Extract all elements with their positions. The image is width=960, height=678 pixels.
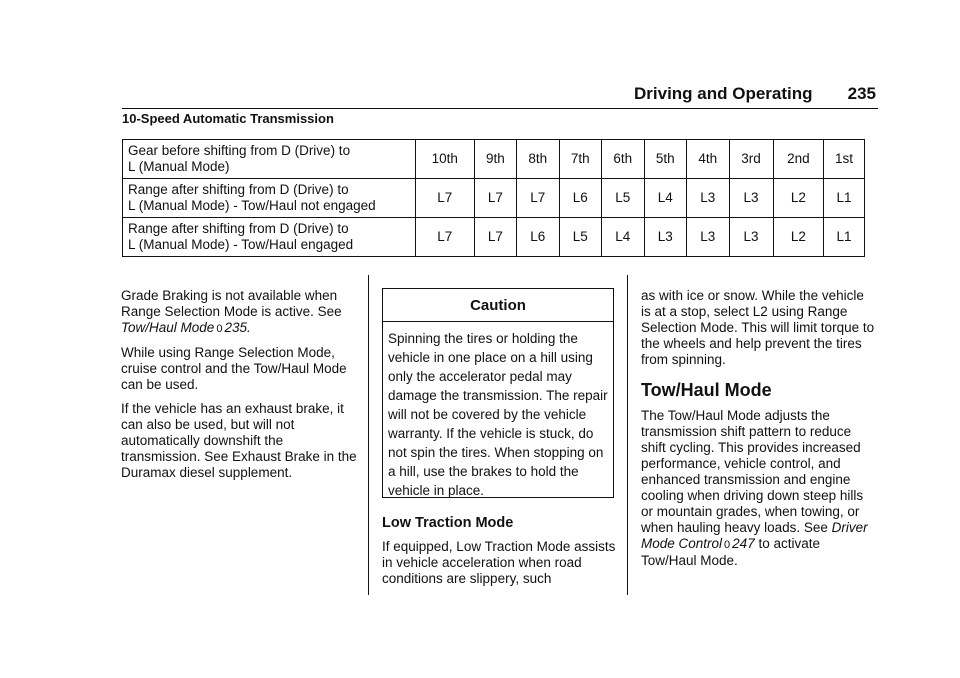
table-cell: L4 [644,179,686,218]
table-cell: 9th [474,140,516,179]
table-cell: L1 [824,179,865,218]
transmission-table [122,139,865,257]
table-cell: L7 [474,179,516,218]
table-cell: L6 [559,179,601,218]
column-divider [627,275,628,595]
paragraph-text: to activate Tow/Haul Mode. [641,536,820,568]
paragraph-grade-braking [121,288,357,337]
table-row [123,218,865,257]
row-label-line: Range after shifting from D (Drive) to [128,221,349,236]
table-cell: L5 [559,218,601,257]
table-cell: L2 [773,179,824,218]
low-traction-heading: Low Traction Mode [382,515,514,531]
table-cell: 10th [416,140,475,179]
caution-body: Spinning the tires or holding the vehicle in one place on a hill using only the accelerator pedal may damage the transmission. The repair will not be covered by the vehicle warranty. If the vehicle is stuck, do not spin the tires. When stopping on a hill, use the brakes to hold the vehicle in place. [388,331,608,498]
paragraph-tow-haul [641,408,877,569]
tow-haul-heading: Tow/Haul Mode [641,380,772,400]
page-ref-number[interactable]: 235 [224,320,247,335]
row-label-line: L (Manual Mode) - Tow/Haul not engaged [128,198,376,213]
column-left [121,288,357,489]
row-label-line: Range after shifting from D (Drive) to [128,182,349,197]
row-label-line: L (Manual Mode) [128,159,230,174]
table-cell: 2nd [773,140,824,179]
table-cell: L3 [687,179,729,218]
table-cell: 7th [559,140,601,179]
driver-mode-control-link[interactable]: Driver Mode Control [641,520,868,551]
table-cell: L3 [729,179,773,218]
table-row [123,140,865,179]
table-title: 10-Speed Automatic Transmission [122,111,334,126]
header-divider [122,108,878,109]
table-row [123,179,865,218]
paragraph-low-traction: If equipped, Low Traction Mode assists in vehicle acceleration when road conditions are slippery, such [382,539,616,586]
column-divider [368,275,369,595]
row-label-line: Gear before shifting from D (Drive) to [128,143,351,158]
table-cell: L1 [824,218,865,257]
page-ref-number[interactable]: 247 [732,536,755,551]
paragraph-range-selection: While using Range Selection Mode, cruise control and the Tow/Haul Mode can be used. [121,345,347,392]
table-cell: L3 [644,218,686,257]
table-cell: L5 [602,179,644,218]
table-cell: 6th [602,140,644,179]
column-right [641,288,877,577]
table-cell: L6 [517,218,559,257]
row-label-line: L (Manual Mode) - Tow/Haul engaged [128,237,354,252]
table-cell: 3rd [729,140,773,179]
tow-haul-mode-link[interactable]: Tow/Haul Mode [121,320,215,335]
table-cell: L7 [416,179,475,218]
page-ref-icon: 0 [216,323,223,335]
page-header [634,84,876,106]
table-cell: L7 [474,218,516,257]
paragraph-text: . [246,320,251,335]
page-number: 235 [847,84,876,103]
table-cell: L7 [517,179,559,218]
paragraph-text: Grade Braking is not available when Range Selection Mode is active. See [121,288,342,319]
table-cell: L3 [687,218,729,257]
caution-heading: Caution [383,289,613,322]
row-label [123,140,416,179]
table-cell: L4 [602,218,644,257]
paragraph-text: The Tow/Haul Mode adjusts the transmission shift pattern to reduce shift cycling. This provides increased performance, vehicle control, and enhanced transmission and engine cooling when driving down steep hills or mountain grades, when towing, or when hauling heavy loads. See [641,408,864,535]
table-cell: L3 [729,218,773,257]
table-cell: 5th [644,140,686,179]
caution-box [382,288,614,498]
row-label [123,179,416,218]
page-ref-icon: 0 [724,539,731,551]
row-label [123,218,416,257]
table-cell: 4th [687,140,729,179]
table-cell: 8th [517,140,559,179]
table-cell: 1st [824,140,865,179]
paragraph-exhaust-brake: If the vehicle has an exhaust brake, it can also be used, but will not automatically downshift the transmission. See Exhaust Brake in the Duramax diesel supplement. [121,401,357,480]
table-cell: L7 [416,218,475,257]
table-cell: L2 [773,218,824,257]
section-title: Driving and Operating [634,84,813,103]
column-middle [382,515,618,595]
paragraph-low-traction-continued: as with ice or snow. While the vehicle is at a stop, select L2 using Range Selection Mode. This will limit torque to the wheels and help prevent the tires from spinning. [641,288,875,367]
